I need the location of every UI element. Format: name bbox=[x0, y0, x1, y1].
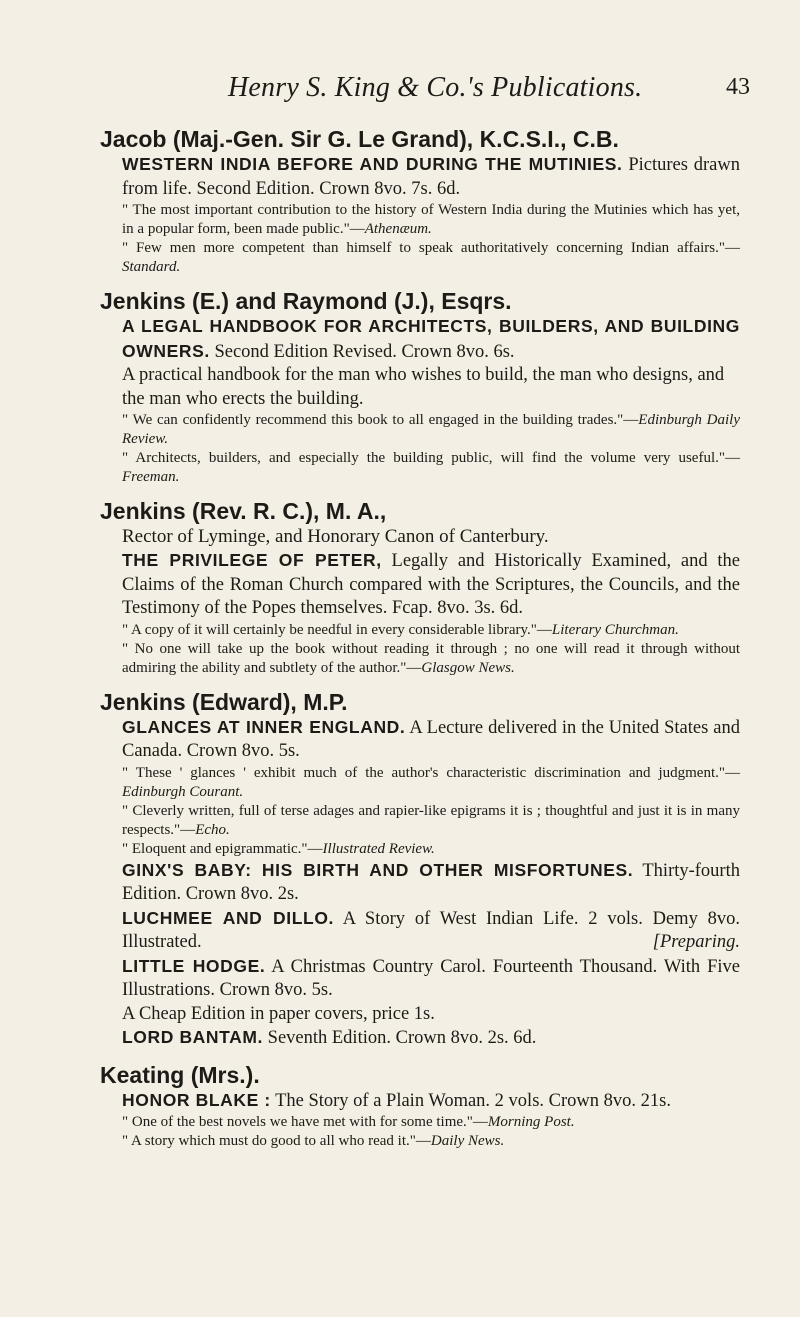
book-item bbox=[100, 716, 740, 764]
book-item bbox=[100, 1089, 740, 1114]
quote-source: Athenæum. bbox=[364, 221, 432, 237]
review-quote bbox=[100, 802, 740, 840]
quote-text: " Architects, builders, and especially the building public, will find the volume very useful."— bbox=[122, 450, 740, 466]
catalogue-entry bbox=[100, 688, 740, 1051]
quote-source: Literary Churchman. bbox=[551, 621, 679, 638]
book-item bbox=[100, 1026, 740, 1051]
quote-source: Echo. bbox=[195, 821, 230, 838]
page-header bbox=[0, 72, 800, 112]
running-title: Henry S. King & Co.'s Publications. bbox=[228, 72, 643, 103]
review-quote bbox=[100, 621, 740, 640]
author-heading: Jacob (Maj.-Gen. Sir G. Le Grand), K.C.S.I., C.B. bbox=[100, 126, 619, 152]
review-quote bbox=[100, 411, 740, 449]
quote-text: " No one will take up the book without reading it through ; no one will read it through without admiring the ability and subtlety of the author."— bbox=[122, 640, 740, 676]
review-quote bbox=[100, 1113, 740, 1132]
book-details: Second Edition Revised. Crown 8vo. 6s. bbox=[214, 341, 515, 362]
book-title: HONOR BLAKE : bbox=[122, 1089, 271, 1110]
quote-text: " Few men more competent than himself to speak authoritatively concerning Indian affairs."— bbox=[122, 240, 740, 256]
review-quote bbox=[100, 840, 740, 859]
book-item bbox=[100, 549, 740, 621]
quote-source: Edinburgh Courant. bbox=[122, 783, 244, 800]
book-details: Pictures drawn from life. Second Edition. Crown 8vo. 7s. 6d. bbox=[122, 155, 740, 199]
book-item bbox=[100, 153, 740, 201]
book-details: A Cheap Edition in paper covers, price 1s. bbox=[122, 1003, 435, 1024]
author-heading bbox=[100, 497, 740, 549]
quote-source: Glasgow News. bbox=[421, 659, 515, 676]
author-heading: Jenkins (Edward), M.P. bbox=[100, 688, 348, 715]
author-heading: Keating (Mrs.). bbox=[100, 1061, 260, 1088]
quote-text: " We can confidently recommend this book to all engaged in the building trades."— bbox=[122, 412, 639, 428]
review-quote bbox=[100, 764, 740, 802]
review-quote bbox=[100, 201, 740, 239]
quote-source: Standard. bbox=[122, 259, 181, 275]
quote-text: " Cleverly written, full of terse adages and rapier-like epigrams it is ; thoughtful and just it is in many respects."— bbox=[122, 802, 740, 838]
book-title: LITTLE HODGE. bbox=[122, 955, 266, 976]
quote-source: Illustrated Review. bbox=[322, 840, 435, 857]
book-note: [Preparing. bbox=[652, 932, 740, 952]
quote-source: Freeman. bbox=[122, 469, 180, 485]
book-details: A Christmas Country Carol. Fourteenth Thousand. With Five Illustrations. Crown 8vo. 5s. bbox=[122, 956, 740, 1000]
quote-text: " The most important contribution to the history of Western India during the Mutinies which has yet, in a popular form, been made public."— bbox=[122, 202, 740, 237]
quote-text: " A story which must do good to all who read it."— bbox=[122, 1133, 431, 1149]
book-title: GINX'S BABY: HIS BIRTH AND OTHER MISFORTUNES. bbox=[122, 859, 634, 880]
catalogue-entry bbox=[100, 1061, 740, 1152]
review-quote bbox=[100, 640, 740, 678]
book-title: LUCHMEE AND DILLO. bbox=[122, 907, 335, 928]
catalogue-content bbox=[100, 125, 740, 1161]
catalogue-entry bbox=[100, 287, 740, 487]
quote-text: " Eloquent and epigrammatic."— bbox=[122, 840, 323, 857]
book-title: A LEGAL HANDBOOK FOR ARCHITECTS, BUILDERS, AND BUILDING OWNERS. bbox=[122, 316, 740, 361]
book-details: A Story of West Indian Life. 2 vols. Demy 8vo. Illustrated. bbox=[122, 908, 740, 952]
book-details: The Story of a Plain Woman. 2 vols. Crown 8vo. 21s. bbox=[275, 1090, 671, 1111]
book-title: THE PRIVILEGE OF PETER, bbox=[122, 550, 382, 570]
quote-source: Edinburgh Daily Review. bbox=[122, 412, 740, 447]
book-item bbox=[100, 315, 740, 364]
author-heading: Jenkins (E.) and Raymond (J.), Esqrs. bbox=[100, 288, 512, 314]
book-title: WESTERN INDIA BEFORE AND DURING THE MUTINIES. bbox=[122, 154, 623, 174]
review-quote bbox=[100, 1132, 740, 1151]
quote-text: " A copy of it will certainly be needful in every considerable library."— bbox=[122, 621, 552, 638]
book-details: Thirty-fourth Edition. Crown 8vo. 2s. bbox=[122, 860, 740, 904]
book-item bbox=[100, 1003, 740, 1027]
book-description: A practical handbook for the man who wishes to build, the man who designs, and the man who erects the building. bbox=[122, 365, 725, 409]
book-details: A Lecture delivered in the United States and Canada. Crown 8vo. 5s. bbox=[122, 717, 740, 761]
quote-source: Morning Post. bbox=[487, 1114, 575, 1130]
review-quote bbox=[100, 449, 740, 487]
book-item bbox=[100, 955, 740, 1003]
page-number: 43 bbox=[726, 74, 750, 100]
author-description: Rector of Lyminge, and Honorary Canon of Canterbury. bbox=[122, 526, 549, 547]
book-details: Seventh Edition. Crown 8vo. 2s. 6d. bbox=[267, 1028, 537, 1048]
book-title: LORD BANTAM. bbox=[122, 1027, 264, 1047]
catalogue-entry bbox=[100, 497, 740, 678]
book-item bbox=[100, 859, 740, 907]
quote-text: " These ' glances ' exhibit much of the author's characteristic discrimination and judgment."— bbox=[122, 764, 740, 781]
quote-text: " One of the best novels we have met with for some time."— bbox=[122, 1114, 488, 1130]
book-details: Legally and Historically Examined, and the Claims of the Roman Church compared with the Scriptures, the Councils, and the Testimony of the Popes themselves. Fcap. 8vo. 3s. 6d. bbox=[122, 551, 741, 618]
book-title: GLANCES AT INNER ENGLAND. bbox=[122, 716, 406, 737]
quote-source: Daily News. bbox=[430, 1133, 505, 1149]
review-quote bbox=[100, 239, 740, 277]
author-name: Jenkins (Rev. R. C.), M. A., bbox=[100, 498, 387, 524]
book-item bbox=[100, 907, 740, 955]
catalogue-entry bbox=[100, 125, 740, 277]
